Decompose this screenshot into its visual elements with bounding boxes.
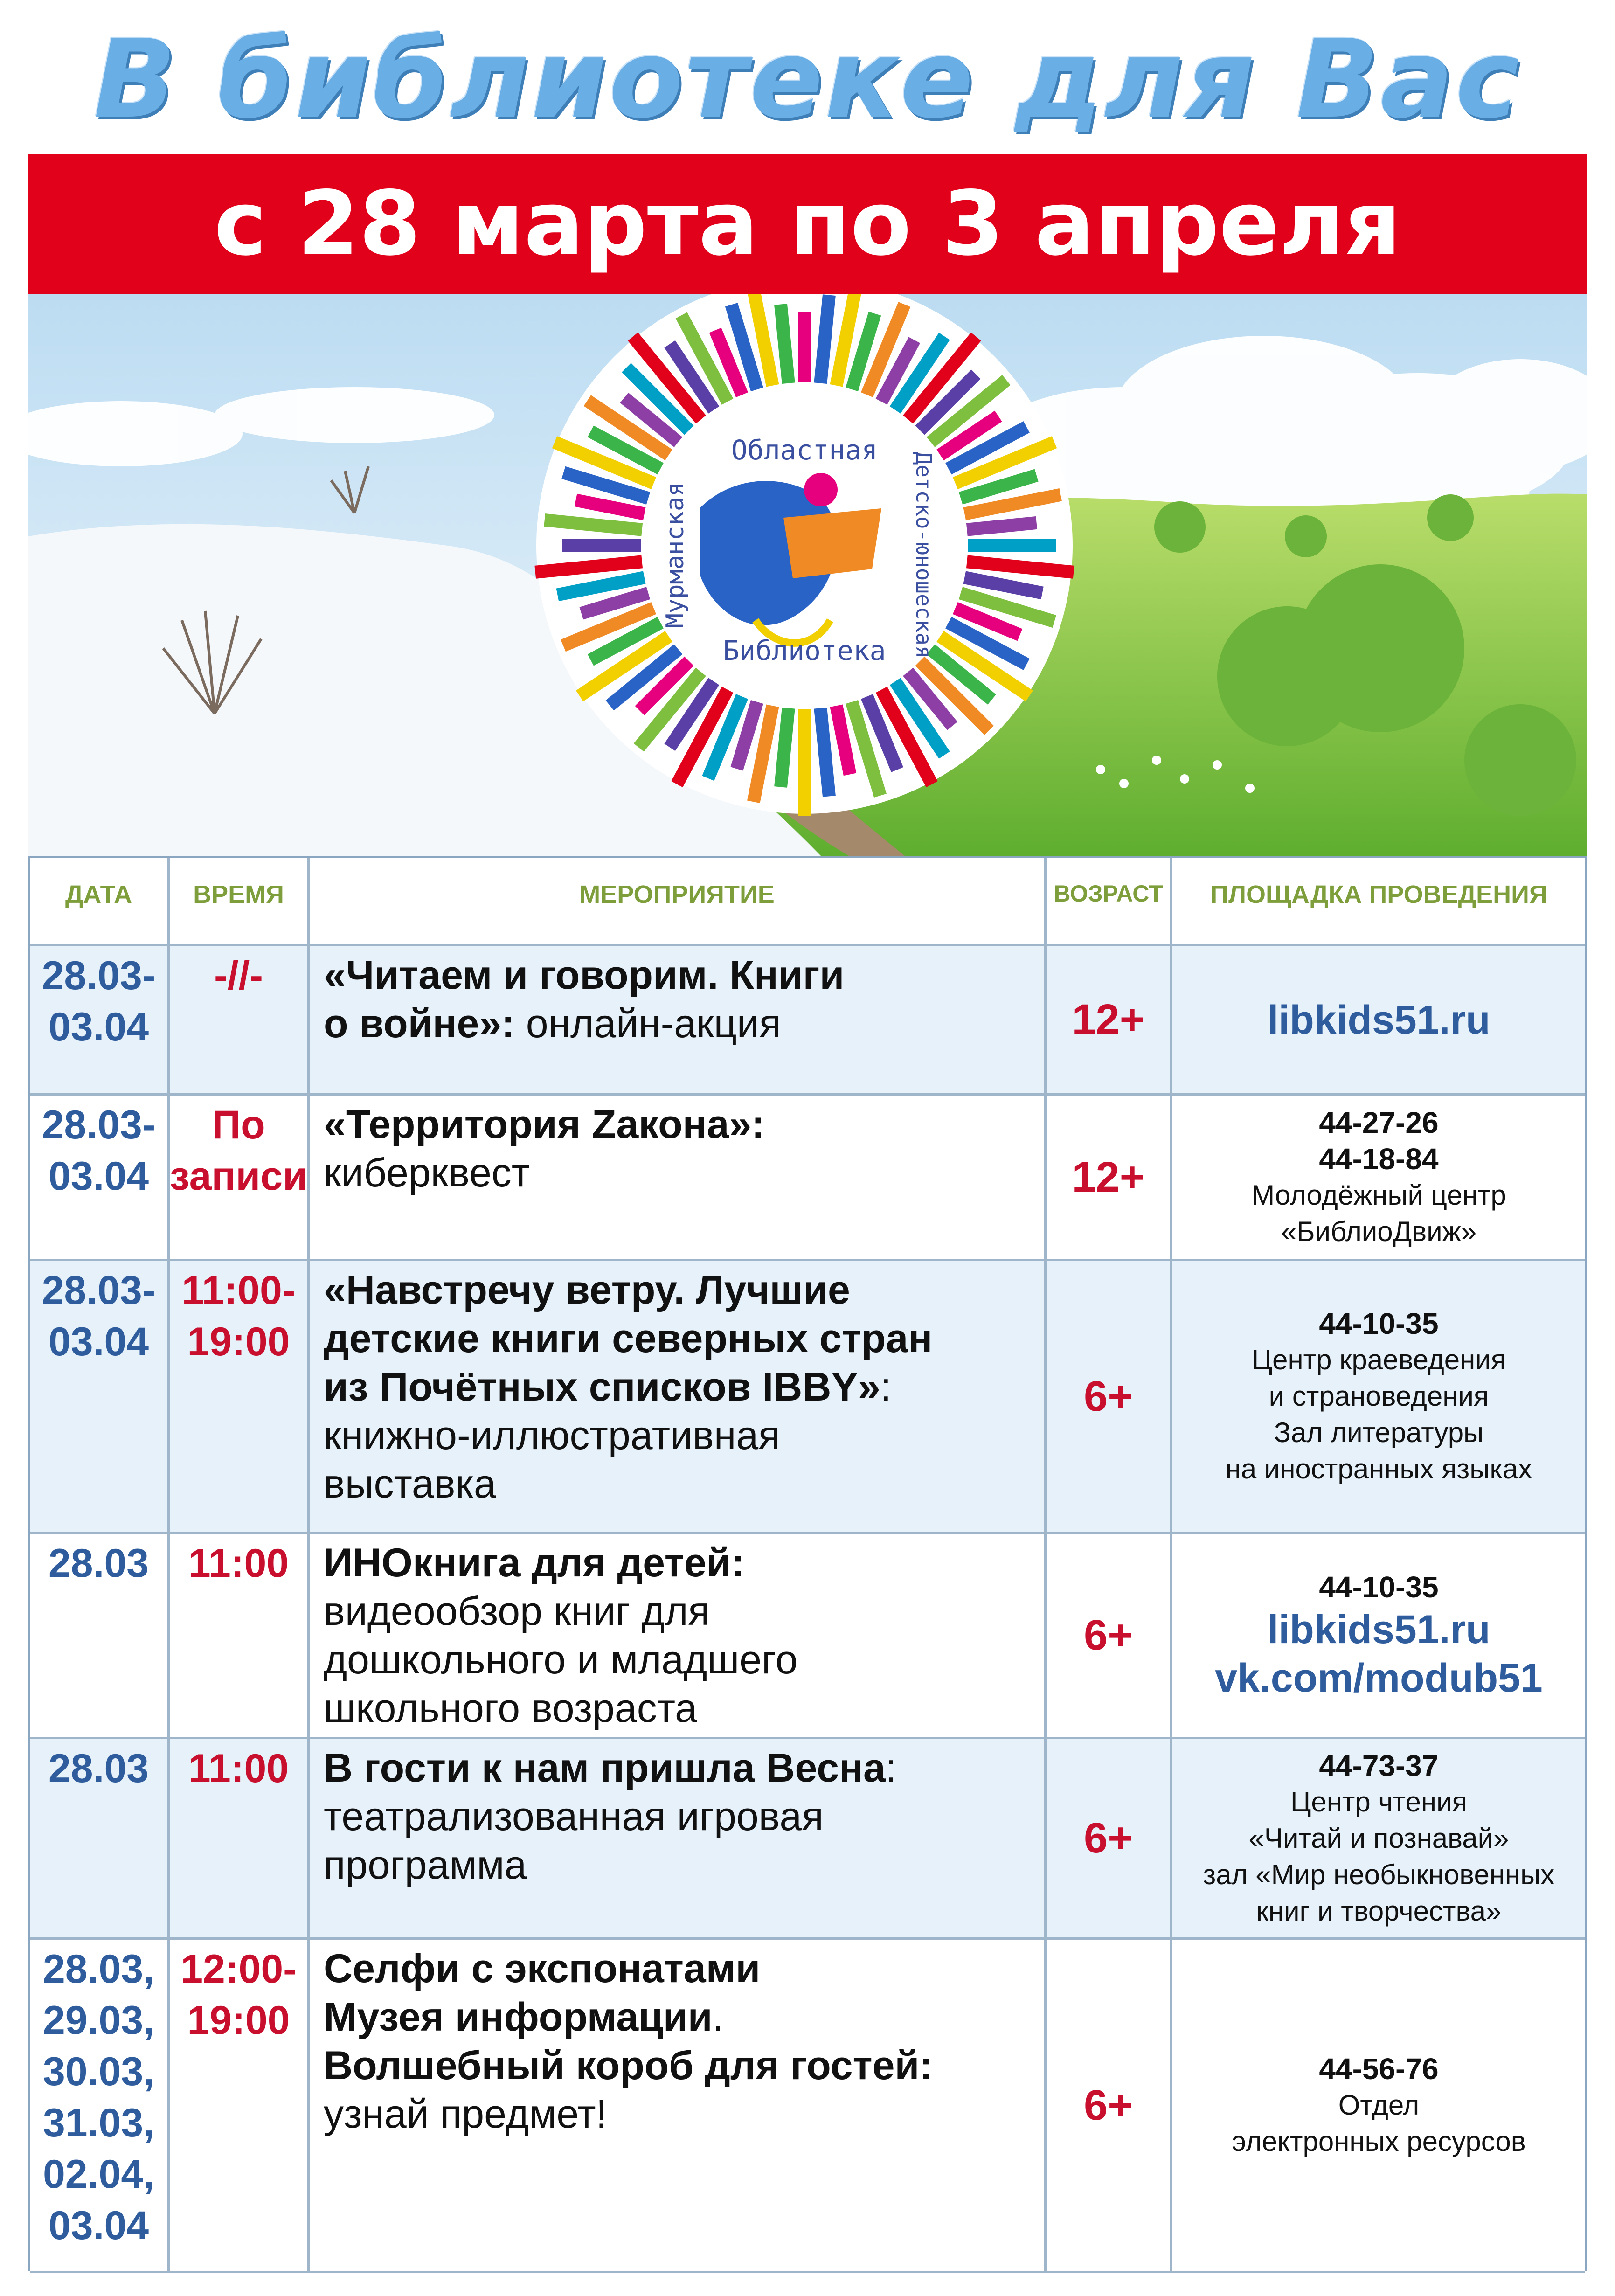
event-date — [30, 1096, 170, 1259]
event-description — [310, 1261, 1047, 1532]
event-type-text: узнай предмет! — [324, 2092, 607, 2136]
event-date-line: 28.03, — [42, 1947, 155, 1991]
venue-name-line: «Читай и познавай» — [1248, 1822, 1509, 1854]
landscape-svg — [28, 294, 1587, 856]
logo-book — [783, 508, 881, 578]
venue-website-link[interactable]: libkids51.ru — [1267, 1607, 1490, 1652]
event-description — [310, 1739, 1047, 1937]
event-title-text: Музея информации — [324, 1995, 713, 2039]
table-row — [30, 1096, 1585, 1261]
event-description-line — [324, 1636, 1035, 1684]
age-rating: 6+ — [1047, 1739, 1172, 1937]
event-date-line: 28.03- — [42, 1103, 156, 1147]
logo-word-top: Областная — [731, 434, 878, 466]
event-date — [30, 1940, 170, 2271]
event-date-line: 02.04, — [42, 2152, 155, 2197]
venue-name-line: Отдел — [1338, 2089, 1420, 2121]
venue-name-line: Молодёжный центр — [1251, 1179, 1506, 1211]
event-venue — [1172, 1739, 1585, 1937]
event-description-line — [324, 1100, 1035, 1149]
event-type-text: онлайн-акция — [514, 1001, 781, 1046]
event-title-text: В гости к нам пришла Весна — [324, 1746, 886, 1790]
venue-name-line: книг и творчества» — [1256, 1895, 1502, 1927]
date-range-text: с 28 марта по 3 апреля — [214, 172, 1401, 275]
event-title-text: «Читаем и говорим. Книги — [324, 953, 845, 998]
event-time — [170, 1534, 310, 1737]
event-time — [170, 1096, 310, 1259]
age-rating: 12+ — [1047, 1096, 1172, 1259]
event-description-line — [324, 951, 1035, 999]
event-date-line: 29.03, — [42, 1998, 155, 2043]
event-description-line — [324, 1744, 1035, 1792]
header-event: МЕРОПРИЯТИЕ — [310, 858, 1047, 944]
age-rating: 6+ — [1047, 1534, 1172, 1737]
event-type-text: киберквест — [324, 1151, 530, 1195]
event-venue — [1172, 1261, 1585, 1532]
event-venue — [1172, 946, 1585, 1093]
event-type-text: театрализованная игровая — [324, 1794, 824, 1839]
event-type-text: : — [885, 1746, 897, 1790]
event-description-line — [324, 1266, 1035, 1314]
event-venue — [1172, 1534, 1585, 1737]
event-description-line — [324, 1539, 1035, 1587]
event-type-text: выставка — [324, 1462, 496, 1506]
event-description-line — [324, 1411, 1035, 1460]
venue-name-line: зал «Мир необыкновенных — [1203, 1859, 1555, 1890]
venue-name-line: Зал литературы — [1274, 1417, 1484, 1448]
event-title-text: детские книги северных стран — [324, 1316, 933, 1361]
table-row — [30, 946, 1585, 1096]
event-date-line: 28.03 — [48, 1746, 149, 1791]
event-date — [30, 1739, 170, 1937]
event-description — [310, 1940, 1047, 2271]
event-description — [310, 946, 1047, 1093]
event-time-line: 19:00 — [187, 1998, 290, 2043]
event-description — [310, 1096, 1047, 1259]
event-type-text: дошкольного и младшего — [324, 1637, 798, 1682]
table-row — [30, 1739, 1585, 1940]
event-description-line — [324, 1684, 1035, 1733]
event-venue — [1172, 1940, 1585, 2271]
venue-phone: 44-10-35 — [1319, 1307, 1439, 1340]
logo-word-right: Детско-юношеская — [911, 451, 936, 659]
table-header-row — [30, 858, 1585, 946]
event-description-line — [324, 1587, 1035, 1636]
event-type-text: программа — [324, 1843, 527, 1887]
event-title-text: Волшебный короб для гостей: — [324, 2043, 933, 2088]
event-date-line: 03.04 — [48, 2203, 149, 2248]
event-time-line: 11:00- — [181, 1268, 296, 1313]
table-row — [30, 1261, 1585, 1534]
event-description-line — [324, 2090, 1035, 2138]
event-description — [310, 1534, 1047, 1737]
venue-name-line: Центр краеведения — [1251, 1344, 1506, 1375]
event-type-text: : — [880, 1365, 892, 1409]
event-description-line — [324, 1149, 1035, 1197]
event-description-line — [324, 2041, 1035, 2090]
event-time — [170, 946, 310, 1093]
event-description-line — [324, 1460, 1035, 1508]
date-range-banner — [28, 154, 1587, 294]
event-time-line: 11:00 — [188, 1746, 289, 1791]
venue-phone: 44-27-26 — [1319, 1106, 1439, 1139]
logo-book-spine — [968, 539, 1056, 552]
age-rating: 12+ — [1047, 946, 1172, 1093]
venue-website-link[interactable]: vk.com/modub51 — [1215, 1655, 1543, 1700]
venue-phone: 44-56-76 — [1319, 2052, 1439, 2086]
event-title-text: ИНОкнига для детей: — [324, 1540, 745, 1585]
age-rating: 6+ — [1047, 1940, 1172, 2271]
venue-name-line: на иностранных языках — [1225, 1453, 1532, 1484]
venue-name-line: Центр чтения — [1290, 1786, 1467, 1817]
event-description-line — [324, 1944, 1035, 1993]
event-time — [170, 1739, 310, 1937]
header-date: ДАТА — [30, 858, 170, 944]
event-time-line: записи — [170, 1154, 307, 1199]
logo-word-left: Мурманская — [661, 482, 689, 628]
event-date — [30, 946, 170, 1093]
event-time-line: 11:00 — [188, 1541, 289, 1586]
event-date-line: 30.03, — [42, 2049, 155, 2094]
header-time: ВРЕМЯ — [170, 858, 310, 944]
spring-landscape-illustration — [28, 294, 1587, 856]
event-time-line: -//- — [214, 953, 263, 998]
event-date — [30, 1261, 170, 1532]
event-description-line — [324, 1314, 1035, 1363]
event-date-line: 03.04 — [48, 1154, 149, 1199]
logo-book-spine — [562, 539, 641, 552]
logo-book-spine — [798, 312, 811, 382]
event-time — [170, 1940, 310, 2271]
event-type-text: видеообзор книг для — [324, 1589, 710, 1634]
event-date — [30, 1534, 170, 1737]
page-title: В библиотеке для Вас — [93, 16, 1522, 142]
age-rating: 6+ — [1047, 1261, 1172, 1532]
logo-book-spine — [798, 709, 811, 816]
venue-name-line: электронных ресурсов — [1232, 2126, 1526, 2157]
table-row — [30, 1940, 1585, 2273]
event-description-line — [324, 1792, 1035, 1841]
event-time-line: По — [212, 1103, 265, 1147]
event-date-line: 28.03- — [42, 1268, 156, 1313]
event-date-line: 28.03 — [48, 1541, 149, 1586]
event-time-line: 19:00 — [187, 1319, 290, 1364]
event-description-line — [324, 1363, 1035, 1411]
event-type-text: книжно-иллюстративная — [324, 1413, 780, 1458]
event-title-text: о войне»: — [324, 1001, 515, 1046]
event-date-line: 03.04 — [48, 1005, 149, 1049]
venue-phone: 44-18-84 — [1319, 1142, 1439, 1176]
table-row — [30, 1534, 1585, 1739]
event-description-line — [324, 999, 1035, 1048]
venue-name-line: «БиблиоДвиж» — [1281, 1216, 1477, 1247]
event-time — [170, 1261, 310, 1532]
event-title-text: «Территория Zакона»: — [324, 1102, 765, 1147]
events-table — [28, 856, 1587, 2271]
venue-phone: 44-73-37 — [1319, 1748, 1439, 1783]
event-venue — [1172, 1096, 1585, 1259]
event-title-text: «Навстречу ветру. Лучшие — [324, 1268, 850, 1312]
event-type-text: . — [712, 1995, 724, 2039]
event-description-line — [324, 1993, 1035, 2041]
header-age: ВОЗРАСТ — [1047, 858, 1172, 944]
logo-word-bottom: Библиотека — [723, 635, 886, 666]
event-description-line — [324, 1841, 1035, 1889]
event-title-text: из Почётных списков IBBY» — [324, 1365, 880, 1409]
event-date-line: 31.03, — [42, 2101, 155, 2145]
event-time-line: 12:00- — [180, 1947, 297, 1991]
logo-head — [804, 473, 838, 506]
event-date-line: 28.03- — [42, 953, 156, 998]
event-date-line: 03.04 — [48, 1319, 149, 1364]
venue-website-link[interactable]: libkids51.ru — [1267, 997, 1490, 1042]
event-type-text: школьного возраста — [324, 1686, 697, 1731]
venue-name-line: и страноведения — [1268, 1380, 1489, 1412]
event-title-text: Селфи с экспонатами — [324, 1946, 761, 1991]
venue-phone: 44-10-35 — [1319, 1570, 1439, 1604]
header-place: ПЛОЩАДКА ПРОВЕДЕНИЯ — [1210, 881, 1547, 909]
